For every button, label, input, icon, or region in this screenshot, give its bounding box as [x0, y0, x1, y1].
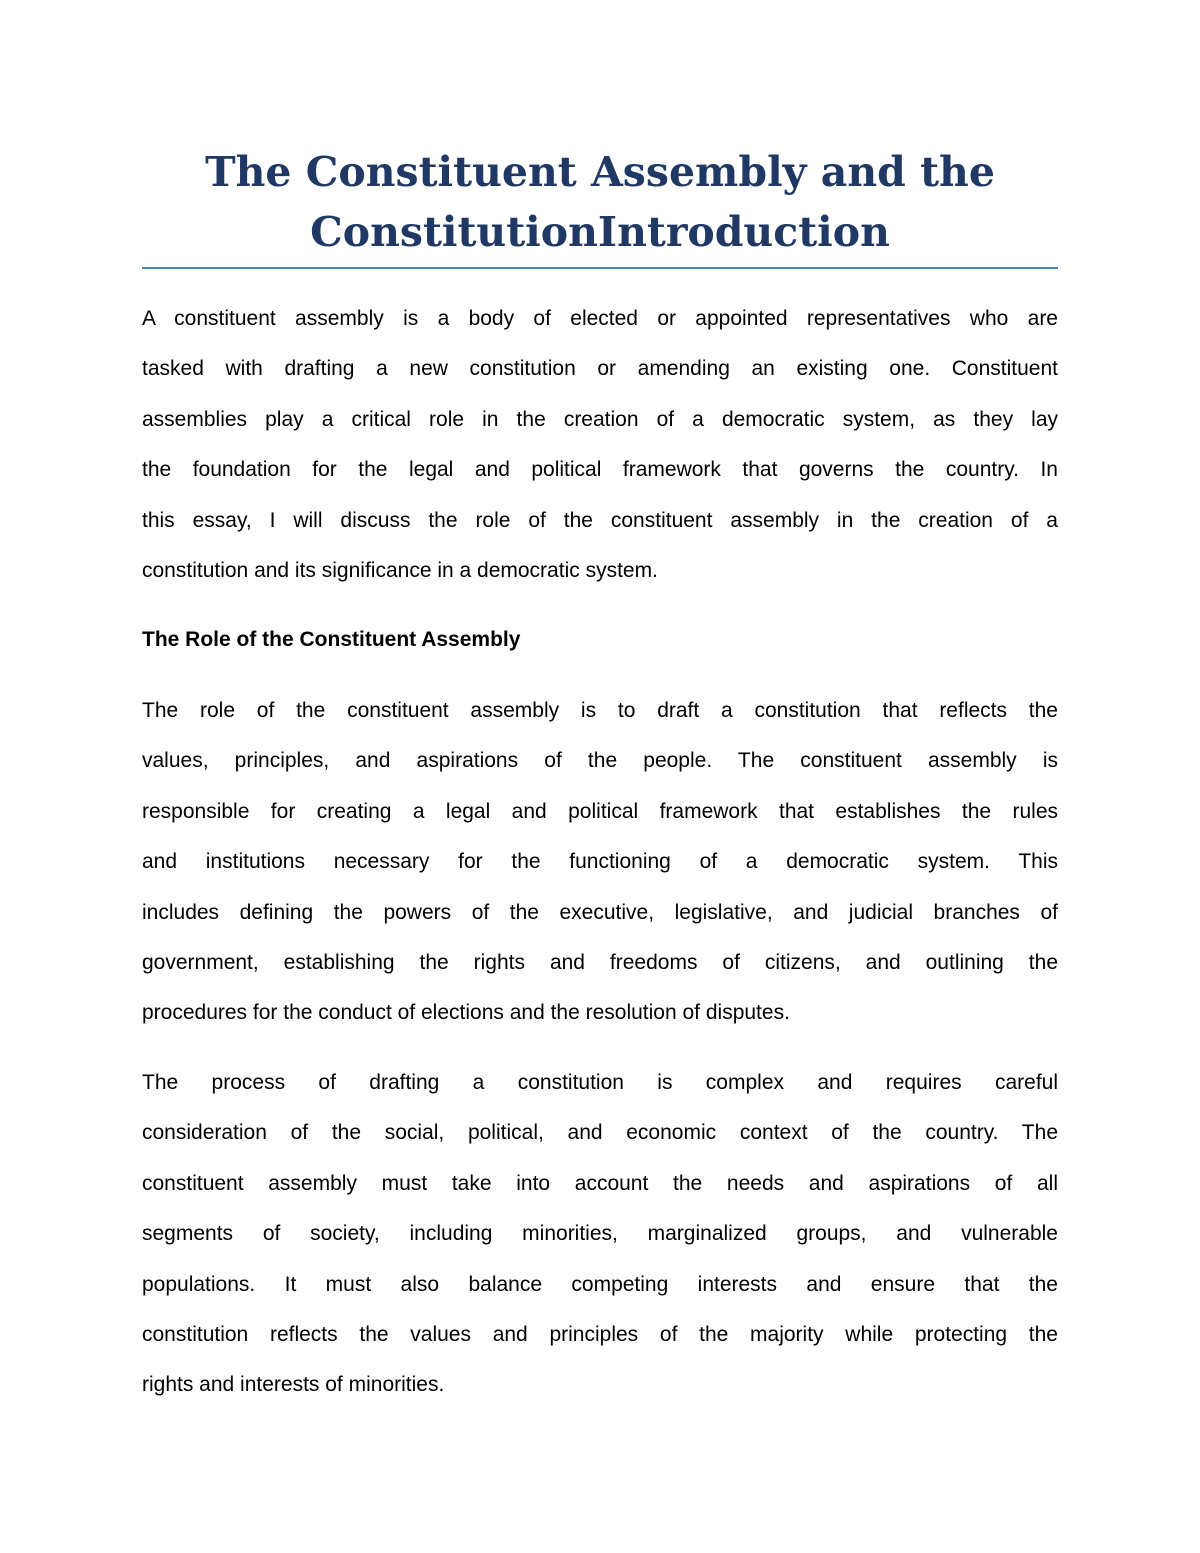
- text-line: consideration of the social, political, and economic context of the country. The: [142, 1121, 1058, 1145]
- text-line: the foundation for the legal and political framework that governs the country. In: [142, 458, 1058, 482]
- text-line: values, principles, and aspirations of the people. The constituent assembly is: [142, 749, 1058, 773]
- text-line: A constituent assembly is a body of elected or appointed representatives who are: [142, 307, 1058, 330]
- text-line: segments of society, including minorities, marginalized groups, and vulnerable: [142, 1222, 1058, 1246]
- text-line: rights and interests of minorities.: [142, 1373, 445, 1397]
- text-line: includes defining the powers of the executive, legislative, and judicial branches of: [142, 900, 1058, 924]
- text-line: constitution reflects the values and principles of the majority while protecting the: [142, 1322, 1058, 1346]
- text-line: constitution and its significance in a democratic system.: [142, 558, 658, 582]
- role-paragraph: [142, 698, 1058, 1051]
- page-title-line-2: ConstitutionIntroduction: [310, 208, 890, 256]
- section-heading: The Role of the Constituent Assembly: [142, 628, 521, 651]
- text-line: The process of drafting a constitution is complex and requires careful: [142, 1071, 1058, 1094]
- text-line: populations. It must also balance competing interests and ensure that the: [142, 1272, 1058, 1296]
- text-line: procedures for the conduct of elections and the resolution of disputes.: [142, 1001, 790, 1025]
- text-line: assemblies play a critical role in the creation of a democratic system, as they lay: [142, 407, 1058, 431]
- text-line: government, establishing the rights and freedoms of citizens, and outlining the: [142, 950, 1058, 974]
- text-line: responsible for creating a legal and political framework that establishes the rules: [142, 799, 1058, 823]
- text-line: and institutions necessary for the functioning of a democratic system. This: [142, 850, 1058, 874]
- text-line: The role of the constituent assembly is to draft a constitution that reflects the: [142, 699, 1058, 722]
- title-underline-divider: [142, 267, 1058, 269]
- intro-paragraph: [142, 306, 1058, 608]
- process-paragraph: [142, 1070, 1058, 1423]
- text-line: this essay, I will discuss the role of the constituent assembly in the creation of a: [142, 508, 1058, 532]
- page-title-line-1: The Constituent Assembly and the: [205, 148, 995, 196]
- text-line: tasked with drafting a new constitution or amending an existing one. Constituent: [142, 357, 1058, 381]
- text-line: constituent assembly must take into account the needs and aspirations of all: [142, 1171, 1058, 1195]
- page-title: [142, 142, 1058, 262]
